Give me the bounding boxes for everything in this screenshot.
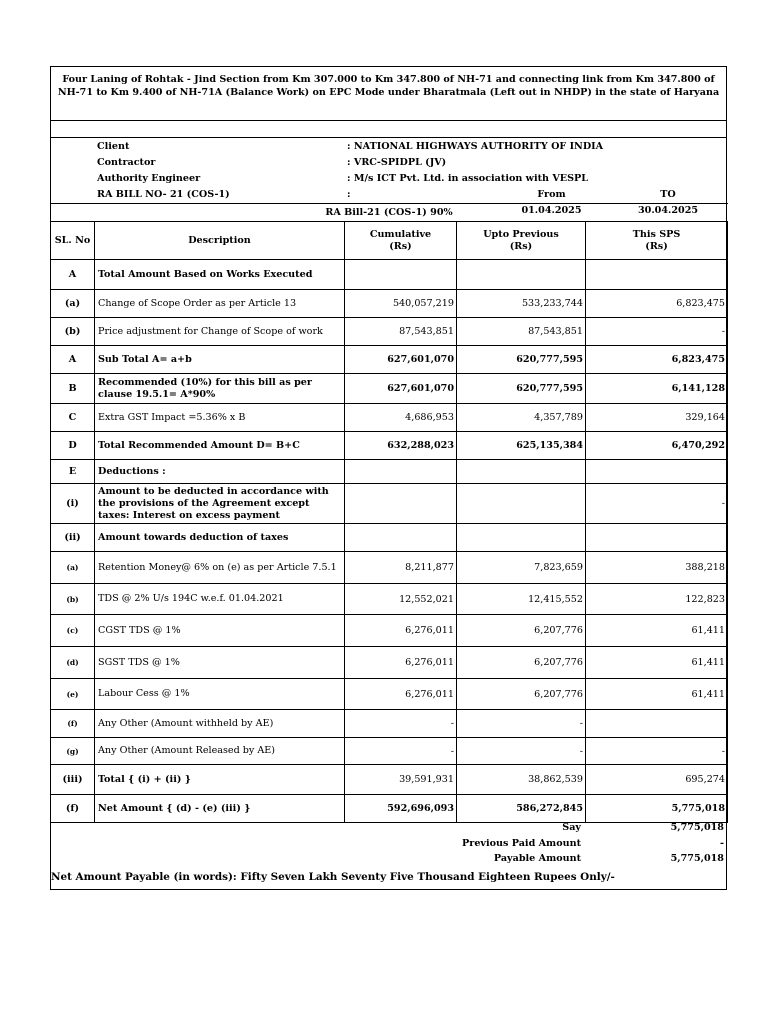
- row-upto-previous: -: [457, 738, 586, 765]
- table-row: [51, 318, 728, 346]
- client-label: Client: [97, 140, 130, 152]
- row-sl-no: (g): [51, 738, 95, 765]
- row-sl-no: D: [51, 432, 95, 460]
- header-cumulative-unit: (Rs): [389, 240, 412, 252]
- table-row: [51, 260, 728, 290]
- row-description: Deductions :: [95, 460, 345, 484]
- row-description: SGST TDS @ 1%: [95, 647, 345, 679]
- row-upto-previous: 38,862,539: [457, 765, 586, 795]
- row-cumulative: [345, 524, 457, 552]
- row-cumulative: 627,601,070: [345, 374, 457, 404]
- row-sl-no: (b): [51, 318, 95, 346]
- document-title: Four Laning of Rohtak - Jind Section from Km 307.000 to Km 347.800 of NH-71 and connecting link from Km 347.800 of NH-71 to Km 9.400 of NH-71A (Balance Work) on EPC Mode under Bharatmala (Left out in NHDP) in the state of Haryana: [57, 74, 720, 98]
- ra-bill-colon: :: [347, 188, 351, 200]
- row-sl-no: E: [51, 460, 95, 484]
- row-upto-previous: 620,777,595: [457, 374, 586, 404]
- table-row: [51, 679, 728, 710]
- row-sl-no: B: [51, 374, 95, 404]
- row-upto-previous: 533,233,744: [457, 290, 586, 318]
- row-description: Any Other (Amount withheld by AE): [95, 710, 345, 738]
- table-row: [51, 765, 728, 795]
- row-sl-no: (f): [51, 710, 95, 738]
- bill-table: [50, 203, 728, 823]
- row-cumulative: 12,552,021: [345, 584, 457, 615]
- previous-paid-label: Previous Paid Amount: [462, 838, 581, 849]
- row-sl-no: (a): [51, 290, 95, 318]
- row-description: Net Amount { (d) - (e) (iii) }: [95, 795, 345, 823]
- say-value: 5,775,018: [670, 822, 724, 833]
- row-this-sps: -: [586, 738, 728, 765]
- table-row: [51, 346, 728, 374]
- bill-sheet: [50, 66, 727, 890]
- to-label: TO: [660, 188, 676, 200]
- row-sl-no: (b): [51, 584, 95, 615]
- row-sl-no: (c): [51, 615, 95, 647]
- row-description: Total Amount Based on Works Executed: [95, 260, 345, 290]
- table-row: [51, 374, 728, 404]
- row-cumulative: -: [345, 738, 457, 765]
- header-sl-no: SL. No: [51, 222, 95, 260]
- row-cumulative: [345, 484, 457, 524]
- row-description: Price adjustment for Change of Scope of work: [95, 318, 345, 346]
- row-cumulative: 6,276,011: [345, 647, 457, 679]
- row-this-sps: 6,470,292: [586, 432, 728, 460]
- table-row: [51, 795, 728, 823]
- previous-paid-value: -: [720, 838, 724, 849]
- from-date: 01.04.2025: [521, 204, 582, 216]
- row-description: Total Recommended Amount D= B+C: [95, 432, 345, 460]
- row-description: Recommended (10%) for this bill as per clause 19.5.1= A*90%: [95, 374, 345, 404]
- row-cumulative: 632,288,023: [345, 432, 457, 460]
- header-cumulative: [345, 222, 457, 260]
- row-this-sps: 61,411: [586, 647, 728, 679]
- row-description: Sub Total A= a+b: [95, 346, 345, 374]
- row-upto-previous: 625,135,384: [457, 432, 586, 460]
- header-this-unit: (Rs): [645, 240, 668, 252]
- to-date: 30.04.2025: [637, 204, 699, 216]
- row-upto-previous: 620,777,595: [457, 346, 586, 374]
- row-this-sps: [586, 460, 728, 484]
- header-cumulative-label: Cumulative: [369, 228, 432, 240]
- table-row: [51, 524, 728, 552]
- table-caption: RA Bill-21 (COS-1) 90%: [51, 204, 728, 222]
- header-description: Description: [95, 222, 345, 260]
- row-cumulative: 39,591,931: [345, 765, 457, 795]
- row-sl-no: (a): [51, 552, 95, 584]
- row-this-sps: 6,823,475: [586, 290, 728, 318]
- row-description: Total { (i) + (ii) }: [95, 765, 345, 795]
- payable-amount-label: Payable Amount: [493, 853, 581, 864]
- row-upto-previous: 4,357,789: [457, 404, 586, 432]
- row-this-sps: 122,823: [586, 584, 728, 615]
- row-this-sps: 6,141,128: [586, 374, 728, 404]
- table-row: [51, 710, 728, 738]
- row-cumulative: [345, 460, 457, 484]
- row-cumulative: 4,686,953: [345, 404, 457, 432]
- table-row: [51, 615, 728, 647]
- row-upto-previous: [457, 460, 586, 484]
- amount-in-words: Net Amount Payable (in words): Fifty Seven Lakh Seventy Five Thousand Eighteen Rupees Only/-: [51, 871, 615, 883]
- row-this-sps: -: [586, 318, 728, 346]
- row-this-sps: 6,823,475: [586, 346, 728, 374]
- row-cumulative: 592,696,093: [345, 795, 457, 823]
- row-description: TDS @ 2% U/s 194C w.e.f. 01.04.2021: [95, 584, 345, 615]
- row-this-sps: 695,274: [586, 765, 728, 795]
- row-cumulative: 540,057,219: [345, 290, 457, 318]
- header-previous-label: Upto Previous: [483, 228, 559, 240]
- client-value: : NATIONAL HIGHWAYS AUTHORITY OF INDIA: [347, 140, 604, 152]
- contractor-value: : VRC-SPIDPL (JV): [347, 156, 447, 168]
- row-description: Amount to be deducted in accordance with the provisions of the Agreement except taxes: Interest on excess payment: [95, 484, 345, 524]
- row-this-sps: [586, 260, 728, 290]
- table-row: [51, 552, 728, 584]
- table-row: [51, 484, 728, 524]
- from-label: From: [537, 188, 566, 200]
- row-upto-previous: 6,207,776: [457, 679, 586, 710]
- row-upto-previous: -: [457, 710, 586, 738]
- row-this-sps: [586, 524, 728, 552]
- table-row: [51, 290, 728, 318]
- row-description: Any Other (Amount Released by AE): [95, 738, 345, 765]
- table-row: [51, 584, 728, 615]
- row-description: Retention Money@ 6% on (e) as per Article 7.5.1: [95, 552, 345, 584]
- row-upto-previous: 586,272,845: [457, 795, 586, 823]
- row-sl-no: (d): [51, 647, 95, 679]
- row-upto-previous: 12,415,552: [457, 584, 586, 615]
- row-this-sps: 61,411: [586, 679, 728, 710]
- authority-engineer-value: : M/s ICT Pvt. Ltd. in association with VESPL: [347, 172, 588, 184]
- row-cumulative: 6,276,011: [345, 615, 457, 647]
- header-this-label: This SPS: [632, 228, 681, 240]
- row-upto-previous: [457, 524, 586, 552]
- header-upto-previous: [457, 222, 586, 260]
- row-upto-previous: 6,207,776: [457, 647, 586, 679]
- row-description: Labour Cess @ 1%: [95, 679, 345, 710]
- row-sl-no: (f): [51, 795, 95, 823]
- row-upto-previous: 87,543,851: [457, 318, 586, 346]
- row-description: Amount towards deduction of taxes: [95, 524, 345, 552]
- row-this-sps: 388,218: [586, 552, 728, 584]
- ra-bill-label: RA BILL NO- 21 (COS-1): [97, 188, 230, 200]
- row-description: Extra GST Impact =5.36% x B: [95, 404, 345, 432]
- row-cumulative: [345, 260, 457, 290]
- contractor-label: Contractor: [97, 156, 156, 168]
- row-this-sps: [586, 710, 728, 738]
- row-sl-no: (e): [51, 679, 95, 710]
- row-sl-no: A: [51, 346, 95, 374]
- row-upto-previous: 6,207,776: [457, 615, 586, 647]
- row-sl-no: (i): [51, 484, 95, 524]
- row-sl-no: C: [51, 404, 95, 432]
- table-row: [51, 460, 728, 484]
- header-previous-unit: (Rs): [509, 240, 533, 252]
- header-this-sps: [586, 222, 728, 260]
- say-label: Say: [562, 822, 581, 833]
- row-this-sps: 329,164: [586, 404, 728, 432]
- row-description: Change of Scope Order as per Article 13: [95, 290, 345, 318]
- table-row: [51, 647, 728, 679]
- row-cumulative: 8,211,877: [345, 552, 457, 584]
- table-row: [51, 738, 728, 765]
- row-sl-no: (ii): [51, 524, 95, 552]
- row-this-sps: -: [586, 484, 728, 524]
- row-description: CGST TDS @ 1%: [95, 615, 345, 647]
- authority-engineer-label: Authority Engineer: [97, 172, 201, 184]
- row-cumulative: 6,276,011: [345, 679, 457, 710]
- row-upto-previous: [457, 260, 586, 290]
- row-sl-no: A: [51, 260, 95, 290]
- row-sl-no: (iii): [51, 765, 95, 795]
- table-row: [51, 432, 728, 460]
- row-upto-previous: [457, 484, 586, 524]
- row-cumulative: -: [345, 710, 457, 738]
- row-this-sps: 5,775,018: [586, 795, 728, 823]
- row-this-sps: 61,411: [586, 615, 728, 647]
- row-upto-previous: 7,823,659: [457, 552, 586, 584]
- row-cumulative: 627,601,070: [345, 346, 457, 374]
- row-cumulative: 87,543,851: [345, 318, 457, 346]
- payable-amount-value: 5,775,018: [670, 853, 724, 864]
- table-row: [51, 404, 728, 432]
